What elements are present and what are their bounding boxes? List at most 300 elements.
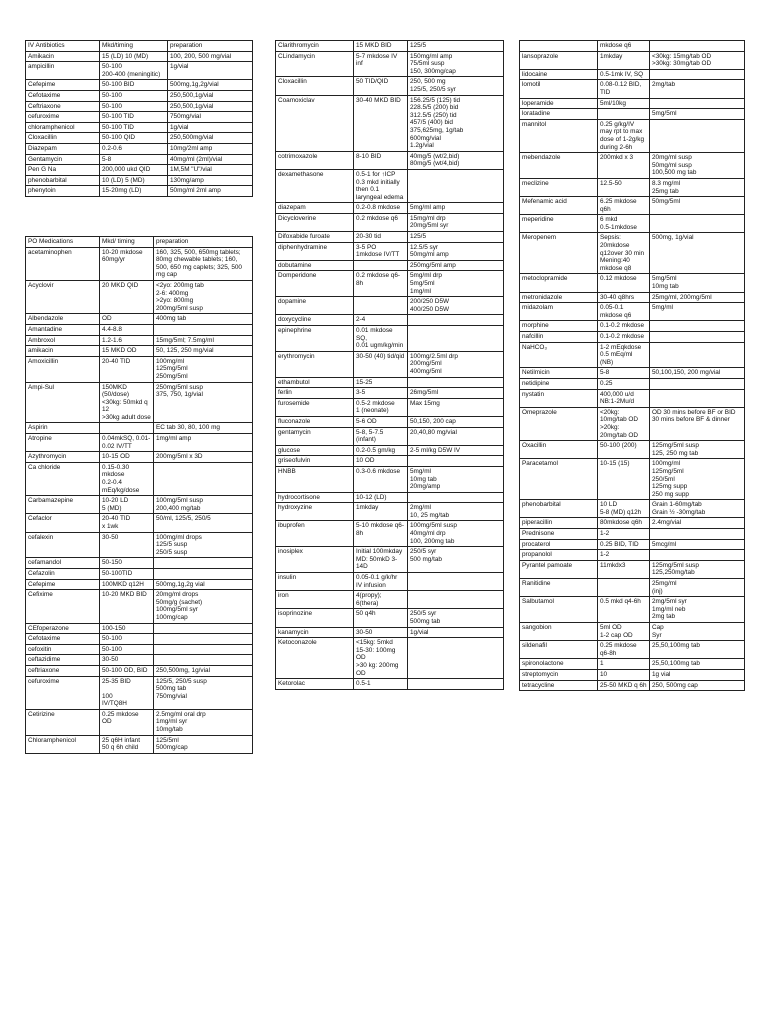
table-row [26,496,253,514]
preparation-cell: 25mg/ml (inj) [650,579,745,597]
table-row [26,143,253,154]
drug-name-cell: glucose [276,445,354,456]
table-row [276,326,504,352]
drug-name-cell: ferlin [276,388,354,399]
dose-timing-cell: 0.05-0.1 g/k/hr IV infusion [354,573,408,591]
drug-name-cell: doxycycline [276,315,354,326]
table-row [26,532,253,558]
po-medications-table [25,236,253,754]
drug-name-cell: Ca chloride [26,462,100,495]
preparation-cell [408,456,504,467]
table-row [276,232,504,243]
dose-timing-cell: 25-50 MKD q 6h [598,680,650,691]
preparation-cell: 400mg tab [154,314,253,325]
preparation-cell: 25,50,100mg tab [650,641,745,659]
preparation-cell: 100, 200, 500 mg/vial [168,51,253,62]
preparation-cell: 156.25/5 (125) tid 228.5/5 (200) bid 312.5/5 (250) tid 457/5 (400) bid 375,625mg, 1g/tab 600mg/vial 1.2g/vial [408,95,504,151]
preparation-cell: 100mg/5ml susp 200,400 mg/tab [154,496,253,514]
dose-timing-cell: 6 mkd 0.5-1mkdose [598,215,650,233]
drug-name-cell: Mefenamic acid [520,197,598,215]
preparation-cell: OD 30 mins before BF or BID 30 mins before BF & dinner [650,407,745,440]
dose-timing-cell: 10 OD [354,456,408,467]
drug-table-column-3 [519,40,745,691]
dose-timing-cell: mkdose q6 [598,41,650,52]
dose-timing-cell: 10-12 (LD) [354,492,408,503]
drug-name-cell: Aspirin [26,423,100,434]
preparation-cell: preparation [154,237,253,248]
preparation-cell: EC tab 30, 80, 100 mg [154,423,253,434]
table-row [276,466,504,492]
drug-name-cell: propanolol [520,550,598,561]
preparation-cell: 250,500mg/vial [168,133,253,144]
dose-timing-cell: Mkd/timing [100,41,168,52]
drug-name-cell: Dicycloverine [276,213,354,231]
table-row [520,500,745,518]
preparation-cell [408,492,504,503]
preparation-cell: 150mg/ml amp 75/5ml susp 150, 300mg/cap [408,51,504,77]
drug-name-cell: meperidine [520,215,598,233]
preparation-cell [154,558,253,569]
dose-timing-cell [598,109,650,120]
preparation-cell: 1M,5M "U"/vial [168,165,253,176]
drug-name-cell: Cloxacillin [276,77,354,95]
drug-name-cell: Cefazolin [26,568,100,579]
preparation-cell: 125/5 [408,41,504,52]
dose-timing-cell: OD [100,314,154,325]
dose-timing-cell: 10 (LD) 5 (MD) [100,175,168,186]
table-row [276,573,504,591]
drug-name-cell: procaterol [520,539,598,550]
table-row [520,579,745,597]
table-row [26,51,253,62]
dose-timing-cell: 20-30 tid [354,232,408,243]
dose-timing-cell: 50-100 (200) [598,441,650,459]
preparation-cell: 5mcg/ml [650,539,745,550]
preparation-cell: 200mg/5ml x 3D [154,452,253,463]
dose-timing-cell: 4.4-8.8 [100,324,154,335]
table-row [26,122,253,133]
table-row [26,452,253,463]
dose-timing-cell: 5-8 [100,154,168,165]
dose-timing-cell: 0.2-0.6 [100,143,168,154]
preparation-cell: 2mg/tab [650,80,745,98]
table-row [276,77,504,95]
drug-name-cell: Cefotaxime [26,90,100,101]
dose-timing-cell: 15-25 [354,377,408,388]
preparation-cell: 125mg/5ml susp 125, 250 mg tab [650,441,745,459]
dose-timing-cell: 0.5-2 mkdose 1 (neonate) [354,398,408,416]
preparation-cell: 1g/vial [168,122,253,133]
table-row [520,98,745,109]
preparation-cell: 125/5, 250/5 susp 500mg tab 750mg/vial [154,676,253,709]
dose-timing-cell: 5ml OD 1-2 cap OD [598,623,650,641]
dose-timing-cell: <15kg: 5mkd 15-30: 100mg OD >30 kg: 200mg OD [354,638,408,679]
dose-timing-cell: 8-10 BID [354,151,408,169]
table-row [276,260,504,271]
drug-name-cell: Difoxabide furoate [276,232,354,243]
preparation-cell: 50,150, 200 cap [408,416,504,427]
dose-timing-cell: 15 MKD BID [354,41,408,52]
table-row [276,315,504,326]
table-row [26,634,253,645]
table-row [26,314,253,325]
dose-timing-cell: 20 MKD QID [100,280,154,313]
drug-name-cell: Acyclovir [26,280,100,313]
preparation-cell: 5mg/ml drp 5mg/5ml 1mg/ml [408,271,504,297]
preparation-cell [408,326,504,352]
dose-timing-cell: 0.01 mkdose SQ, 0.01 ugm/kg/min [354,326,408,352]
drug-name-cell: Amikacin [26,51,100,62]
preparation-cell: 1g vial [650,669,745,680]
dose-timing-cell: 0.3-0.6 mkdose [354,466,408,492]
drug-name-cell: ethambutol [276,377,354,388]
dose-timing-cell: 0.08-0.12 BID, TID [598,80,650,98]
table-row [276,492,504,503]
dose-timing-cell: 80mkdose q6h [598,518,650,529]
table-row [26,665,253,676]
dose-timing-cell: 5-6 OD [354,416,408,427]
dose-timing-cell: 50-100TID [100,568,154,579]
table-header-row [26,237,253,248]
dose-timing-cell: 150MKD (50/dose) <30kg: 50mkd q 12 >30kg adult dose [100,382,154,423]
table-row [520,518,745,529]
dose-timing-cell: 1-2 mEqkdose 0.5 mEq/ml (NB) [598,342,650,368]
dose-timing-cell: 50-100 BID [100,80,168,91]
drug-name-cell: Cefepime [26,80,100,91]
table-row [26,558,253,569]
drug-name-cell: Ketoconazole [276,638,354,679]
dose-timing-cell: 6.25 mkdose q6h [598,197,650,215]
dose-timing-cell: 0.2-0.5 gm/kg [354,445,408,456]
preparation-cell: 8.3 mg/ml 25mg tab [650,178,745,196]
drug-name-cell: Cloxacillin [26,133,100,144]
dose-timing-cell: 15-20mg (LD) [100,186,168,197]
preparation-cell: 50/ml, 125/5, 250/5 [154,514,253,532]
drug-name-cell: ceftriaxone [26,665,100,676]
table-row [520,292,745,303]
preparation-cell: 2mg/5ml syr 1mg/ml neb 2mg tab [650,597,745,623]
dose-timing-cell: Mkd/ timing [100,237,154,248]
drug-name-cell: metoclopramide [520,274,598,292]
table-row [520,560,745,578]
drug-name-cell: Ceftriaxone [26,101,100,112]
dose-timing-cell: 25-35 BID 100 IV/TQ8H [100,676,154,709]
table-row [520,441,745,459]
preparation-cell: 125/5ml 500mg/cap [154,735,253,753]
preparation-cell: 2.5mg/ml oral drp 1mg/ml syr 10mg/tab [154,709,253,735]
dose-timing-cell: 1mkday [354,503,408,521]
preparation-cell [408,638,504,679]
table-row [276,169,504,202]
preparation-cell: 5mg/5ml 10mg tab [650,274,745,292]
dose-timing-cell: 0.5-1mk IV, SQ [598,69,650,80]
preparation-cell [408,169,504,202]
dose-timing-cell: 50-100 [100,634,154,645]
preparation-cell: 20mg/ml susp 50mg/ml susp 100,500 mg tab [650,153,745,179]
table-row [520,597,745,623]
drug-name-cell: sildenafil [520,641,598,659]
dose-timing-cell: 0.04mkSQ, 0.01-0.02 IV/TT [100,434,154,452]
dose-timing-cell: 12.5-50 [598,178,650,196]
dose-timing-cell: 10 LD 5-8 (MD) q12h [598,500,650,518]
preparation-cell [154,634,253,645]
dose-timing-cell: 50-100 TID [100,112,168,123]
dose-timing-cell: 5-8, 5-7.5 (infant) [354,427,408,445]
drug-name-cell: morphine [520,321,598,332]
drug-name-cell: Gentamycin [26,154,100,165]
preparation-cell: 2mg/ml 10, 25 mg/tab [408,503,504,521]
dose-timing-cell: 100MKD q12H [100,579,154,590]
table-row [276,242,504,260]
drug-name-cell: lansoprazole [520,51,598,69]
drug-name-cell: cotrimoxazole [276,151,354,169]
dose-timing-cell: 3-5 [354,388,408,399]
table-row [276,213,504,231]
dose-timing-cell: 50-100 TID [100,122,168,133]
table-row [26,514,253,532]
drug-name-cell: streptomycin [520,669,598,680]
table-row [520,303,745,321]
dose-timing-cell: 0.25 mkdose OD [100,709,154,735]
table-row [26,434,253,452]
drug-name-cell: furosemide [276,398,354,416]
dose-timing-cell: 10-15 OD [100,452,154,463]
drug-name-cell: epinephrine [276,326,354,352]
table-row [276,388,504,399]
dose-timing-cell: 0.5 mkd q4-6h [598,597,650,623]
table-row [276,627,504,638]
drug-name-cell: Carbamazepine [26,496,100,514]
drug-name-cell: inosiplex [276,547,354,573]
table-row [276,297,504,315]
dose-timing-cell: 50-150 [100,558,154,569]
drug-name-cell: Cefaclor [26,514,100,532]
preparation-cell: 1g/vial [168,62,253,80]
preparation-cell: 1mg/ml amp [154,434,253,452]
preparation-cell [408,377,504,388]
preparation-cell: 50,100,150, 200 mg/vial [650,368,745,379]
drug-name-cell: Salbutamol [520,597,598,623]
table-row [276,377,504,388]
preparation-cell: 250/5 syr 500mg tab [408,609,504,627]
table-row [276,456,504,467]
dose-timing-cell: 0.1-0.2 mkdose [598,321,650,332]
table-row [26,335,253,346]
preparation-cell [154,623,253,634]
dose-timing-cell: 50-100 OD, BID [100,665,154,676]
drug-name-cell: nystatin [520,389,598,407]
table-row [276,445,504,456]
dose-timing-cell: 1-2 [598,550,650,561]
drug-name-cell: cefalexin [26,532,100,558]
table-row [26,186,253,197]
dose-timing-cell: 200,000 ukd QID [100,165,168,176]
preparation-cell: 250,500mg, 1g/vial [154,665,253,676]
drug-name-cell: piperacillin [520,518,598,529]
preparation-cell: 5mg/ml amp [408,203,504,214]
dose-timing-cell: 10-20 LD 5 (MD) [100,496,154,514]
dose-timing-cell: 30-50 [100,532,154,558]
drug-name-cell: IV Antibiotics [26,41,100,52]
drug-name-cell: dopamine [276,297,354,315]
drug-name-cell: Cefixime [26,590,100,623]
table-row [520,680,745,691]
preparation-cell: 20,40,80 mg/vial [408,427,504,445]
table-row [26,112,253,123]
dose-timing-cell: Initial 100mkday MD: 50mkD 3-14D [354,547,408,573]
preparation-cell: 26mg/5ml [408,388,504,399]
preparation-cell: 250,500,1g/vial [168,101,253,112]
dose-timing-cell [598,579,650,597]
dose-timing-cell: 0.25 mkdose q6-8h [598,641,650,659]
dose-timing-cell: 30-40 q8hrs [598,292,650,303]
table-row [520,669,745,680]
drug-name-cell: Albendazole [26,314,100,325]
drug-name-cell: Ambroxol [26,335,100,346]
dose-timing-cell: 10-20 MKD BID [100,590,154,623]
drug-name-cell: Diazepam [26,143,100,154]
dose-timing-cell: 10-20 mkdose 60mg/yr [100,247,154,280]
dose-timing-cell: 100-150 [100,623,154,634]
preparation-cell [650,321,745,332]
dose-timing-cell: 5-7 mkdose IV inf [354,51,408,77]
dose-timing-cell [354,297,408,315]
preparation-cell: 250/5 syr 500 mg/tab [408,547,504,573]
drug-name-cell: Coamoxiclav [276,95,354,151]
dose-timing-cell: 50 TID/QID [354,77,408,95]
drug-name-cell: ibuprofen [276,521,354,547]
drug-name-cell: insulin [276,573,354,591]
preparation-cell: 125/5 [408,232,504,243]
drug-name-cell: phenobarbital [26,175,100,186]
preparation-cell: 500mg,1g,2g vial [154,579,253,590]
drug-name-cell: cefuroxime [26,676,100,709]
drug-name-cell: cefamandol [26,558,100,569]
preparation-cell [650,342,745,368]
table-row [26,324,253,335]
preparation-cell: 5mg/5ml [650,109,745,120]
preparation-cell: 500mg,1g,2g/vial [168,80,253,91]
drug-name-cell: lidocaine [520,69,598,80]
drug-name-cell [520,41,598,52]
preparation-cell: 100mg/5ml susp 40mg/ml drp 100, 200mg tab [408,521,504,547]
drug-name-cell: CEfoperazone [26,623,100,634]
drug-name-cell: griseofulvin [276,456,354,467]
preparation-cell [650,550,745,561]
table-row [520,332,745,343]
preparation-cell [154,462,253,495]
preparation-cell [650,389,745,407]
table-row [26,247,253,280]
preparation-cell: 250,500,1g/vial [168,90,253,101]
dose-timing-cell: 1 [598,659,650,670]
table-row [520,215,745,233]
dose-timing-cell: 30-50 [100,655,154,666]
table-row [276,351,504,377]
table-row [520,51,745,69]
dose-timing-cell: <20kg: 10mg/tab OD >20kg: 20mg/tab OD [598,407,650,440]
preparation-cell: 130mg/amp [168,175,253,186]
dose-timing-cell [354,260,408,271]
dose-timing-cell: 0.25 [598,378,650,389]
table-row [520,539,745,550]
drug-name-cell: netidipine [520,378,598,389]
table-row [276,51,504,77]
drug-name-cell: PO Medications [26,237,100,248]
table-row [520,368,745,379]
table-row [26,62,253,80]
table-row [520,389,745,407]
preparation-cell [650,98,745,109]
table-row [520,119,745,152]
drug-name-cell: lomotil [520,80,598,98]
preparation-cell [650,69,745,80]
preparation-cell: 50, 125, 250 mg/vial [154,346,253,357]
dose-timing-cell: 11mkdx3 [598,560,650,578]
preparation-cell: preparation [168,41,253,52]
drug-name-cell: dobutamine [276,260,354,271]
dose-timing-cell: 1-2 [598,529,650,540]
table-row [276,95,504,151]
table-row [520,80,745,98]
table-row [276,427,504,445]
table-row [26,101,253,112]
preparation-cell [408,315,504,326]
drug-name-cell: isoprinozine [276,609,354,627]
table-row [276,609,504,627]
drug-name-cell: Cetirizine [26,709,100,735]
drug-name-cell: nafcillin [520,332,598,343]
preparation-cell [154,568,253,579]
drug-name-cell: Oxacillin [520,441,598,459]
drug-name-cell: Azythromycin [26,452,100,463]
table-row [520,623,745,641]
preparation-cell: 160, 325, 500, 650mg tablets; 80mg chewable tablets; 160, 500, 650 mg caplets; 325, 500 mg cap [154,247,253,280]
preparation-cell: 250mg/5ml susp 375, 750, 1g/vial [154,382,253,423]
drug-name-cell: acetaminophen [26,247,100,280]
dose-timing-cell: 50-100 200-400 (meningitic) [100,62,168,80]
drug-name-cell: Chloramphenicol [26,735,100,753]
dose-timing-cell: 10-15 (15) [598,459,650,500]
preparation-cell: 40mg/ml (2ml)/vial [168,154,253,165]
preparation-cell: 50mg/ml 2ml amp [168,186,253,197]
dose-timing-cell: 5ml/10kg [598,98,650,109]
preparation-cell: 5mg/ml [650,303,745,321]
dose-timing-cell: 3-5 PO 1mkdose IV/TT [354,242,408,260]
drug-name-cell: gentamycin [276,427,354,445]
preparation-cell: 15mg/ml drp 20mg/5ml syr [408,213,504,231]
drug-name-cell: hydroxyzine [276,503,354,521]
dose-timing-cell: 0.25 g/kg/IV may rpt to max dose of 1-2g/kg during 2-6h [598,119,650,152]
drug-name-cell: Netilmicin [520,368,598,379]
table-row [276,638,504,679]
drug-name-cell: ceftazidime [26,655,100,666]
drug-name-cell: CLindamycin [276,51,354,77]
preparation-cell: 100mg/ml drops 125/5 susp 250/5 susp [154,532,253,558]
dose-timing-cell: 50-100 QID [100,133,168,144]
table-row [276,547,504,573]
preparation-cell [408,591,504,609]
table-row [520,641,745,659]
drug-name-cell: tetracycline [520,680,598,691]
preparation-cell: 10mg/2ml amp [168,143,253,154]
preparation-cell: 250, 500 mg 125/5, 250/5 syr [408,77,504,95]
drug-name-cell: mannitol [520,119,598,152]
table-row [520,41,745,52]
iv-antibiotics-table [25,40,253,197]
drug-name-cell: sangobion [520,623,598,641]
preparation-cell [650,119,745,152]
